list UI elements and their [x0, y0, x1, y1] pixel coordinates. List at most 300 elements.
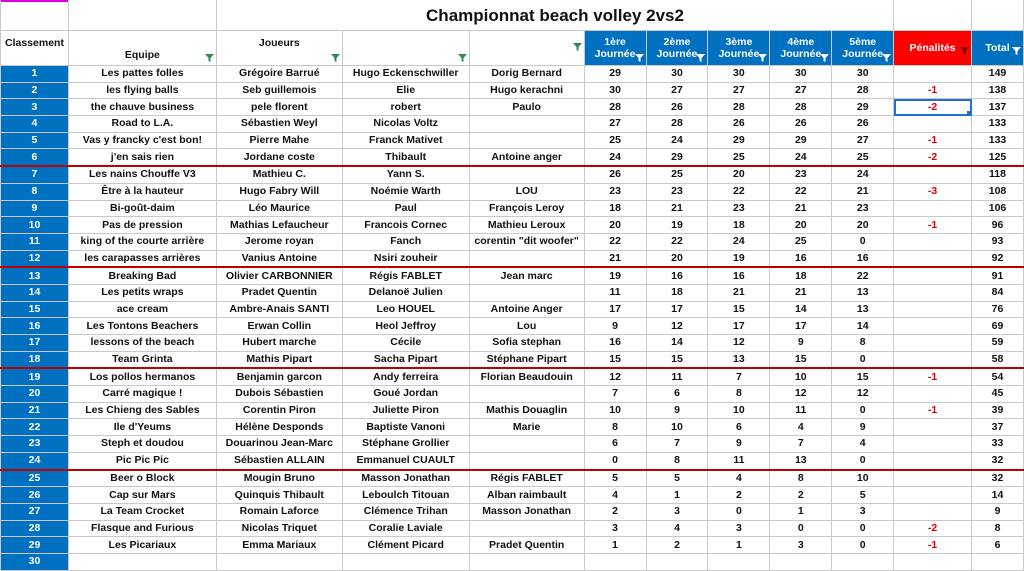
player-3-cell[interactable]: LOU [469, 183, 584, 200]
rank-cell[interactable]: 3 [1, 99, 69, 116]
journee-3-cell[interactable]: 4 [708, 470, 770, 487]
header-joueur-3[interactable] [469, 31, 584, 66]
filter-dropdown-icon[interactable] [458, 54, 467, 62]
journee-3-cell[interactable]: 22 [708, 183, 770, 200]
total-cell[interactable]: 33 [972, 436, 1024, 453]
journee-1-cell[interactable]: 15 [584, 351, 646, 368]
filter-dropdown-icon[interactable] [758, 54, 767, 62]
total-cell[interactable]: 108 [972, 183, 1024, 200]
player-1-cell[interactable]: Vanius Antoine [216, 250, 342, 267]
journee-5-cell[interactable]: 0 [832, 537, 894, 554]
team-cell[interactable]: king of the courte arrière [68, 233, 216, 250]
journee-1-cell[interactable]: 18 [584, 200, 646, 217]
player-1-cell[interactable]: Hubert marche [216, 335, 342, 352]
player-1-cell[interactable]: Nicolas Triquet [216, 520, 342, 537]
journee-3-cell[interactable]: 1 [708, 537, 770, 554]
journee-3-cell[interactable]: 26 [708, 116, 770, 133]
team-cell[interactable]: Les Tontons Beachers [68, 318, 216, 335]
journee-3-cell[interactable]: 8 [708, 386, 770, 403]
team-cell[interactable]: Road to L.A. [68, 116, 216, 133]
journee-2-cell[interactable]: 22 [646, 233, 708, 250]
player-1-cell[interactable]: Dubois Sébastien [216, 386, 342, 403]
journee-1-cell[interactable]: 8 [584, 419, 646, 436]
player-1-cell[interactable]: Grégoire Barrué [216, 66, 342, 83]
journee-2-cell[interactable]: 23 [646, 183, 708, 200]
total-cell[interactable]: 106 [972, 200, 1024, 217]
player-1-cell[interactable]: Sébastien ALLAIN [216, 452, 342, 469]
player-2-cell[interactable]: Cécile [342, 335, 469, 352]
fill-handle[interactable] [967, 111, 972, 116]
journee-2-cell[interactable]: 21 [646, 200, 708, 217]
penalty-cell[interactable]: -3 [894, 183, 972, 200]
penalty-cell[interactable]: -1 [894, 368, 972, 385]
journee-3-cell[interactable]: 21 [708, 284, 770, 301]
journee-1-cell[interactable]: 30 [584, 82, 646, 99]
journee-2-cell[interactable]: 20 [646, 250, 708, 267]
total-cell[interactable]: 137 [972, 99, 1024, 116]
team-cell[interactable]: les carapasses arrières [68, 250, 216, 267]
journee-4-cell[interactable]: 23 [770, 166, 832, 183]
penalty-cell[interactable] [894, 470, 972, 487]
penalty-cell[interactable] [894, 503, 972, 520]
journee-1-cell[interactable]: 25 [584, 132, 646, 149]
player-2-cell[interactable]: Nsiri zouheir [342, 250, 469, 267]
journee-3-cell[interactable]: 28 [708, 99, 770, 116]
team-cell[interactable]: Être à la hauteur [68, 183, 216, 200]
player-1-cell[interactable]: Mathis Pipart [216, 351, 342, 368]
journee-5-cell[interactable]: 20 [832, 217, 894, 234]
journee-1-cell[interactable]: 9 [584, 318, 646, 335]
journee-1-cell[interactable]: 6 [584, 436, 646, 453]
player-1-cell[interactable]: Erwan Collin [216, 318, 342, 335]
journee-2-cell[interactable]: 16 [646, 267, 708, 284]
rank-cell[interactable]: 28 [1, 520, 69, 537]
total-cell[interactable]: 69 [972, 318, 1024, 335]
journee-5-cell[interactable]: 0 [832, 452, 894, 469]
rank-cell[interactable]: 8 [1, 183, 69, 200]
journee-4-cell[interactable]: 12 [770, 386, 832, 403]
journee-5-cell[interactable]: 24 [832, 166, 894, 183]
player-1-cell[interactable]: Jerome royan [216, 233, 342, 250]
journee-3-cell[interactable]: 24 [708, 233, 770, 250]
journee-1-cell[interactable]: 19 [584, 267, 646, 284]
player-3-cell[interactable] [469, 250, 584, 267]
rank-cell[interactable]: 24 [1, 452, 69, 469]
journee-4-cell[interactable]: 24 [770, 149, 832, 166]
journee-4-cell[interactable]: 1 [770, 503, 832, 520]
rank-cell[interactable]: 2 [1, 82, 69, 99]
rank-cell[interactable]: 14 [1, 284, 69, 301]
header-journee-4[interactable] [770, 31, 832, 66]
total-cell[interactable] [972, 553, 1024, 570]
team-cell[interactable]: Cap sur Mars [68, 487, 216, 504]
journee-5-cell[interactable]: 15 [832, 368, 894, 385]
penalty-cell[interactable] [894, 250, 972, 267]
journee-2-cell[interactable]: 15 [646, 351, 708, 368]
rank-cell[interactable]: 29 [1, 537, 69, 554]
header-journee-5[interactable] [832, 31, 894, 66]
penalty-cell[interactable] [894, 200, 972, 217]
team-cell[interactable]: Les pattes folles [68, 66, 216, 83]
team-cell[interactable]: ace cream [68, 301, 216, 318]
player-1-cell[interactable]: Douarinou Jean-Marc [216, 436, 342, 453]
team-cell[interactable]: Les petits wraps [68, 284, 216, 301]
journee-1-cell[interactable]: 7 [584, 386, 646, 403]
journee-1-cell[interactable]: 21 [584, 250, 646, 267]
header-total[interactable] [972, 31, 1024, 66]
player-3-cell[interactable] [469, 520, 584, 537]
journee-2-cell[interactable]: 7 [646, 436, 708, 453]
journee-1-cell[interactable]: 2 [584, 503, 646, 520]
journee-4-cell[interactable]: 2 [770, 487, 832, 504]
player-2-cell[interactable]: Régis FABLET [342, 267, 469, 284]
journee-2-cell[interactable]: 9 [646, 402, 708, 419]
total-cell[interactable]: 54 [972, 368, 1024, 385]
total-cell[interactable]: 32 [972, 452, 1024, 469]
journee-3-cell[interactable]: 0 [708, 503, 770, 520]
total-cell[interactable]: 118 [972, 166, 1024, 183]
header-equipe[interactable] [68, 31, 216, 66]
journee-5-cell[interactable]: 23 [832, 200, 894, 217]
player-3-cell[interactable]: Régis FABLET [469, 470, 584, 487]
journee-5-cell[interactable] [832, 553, 894, 570]
total-cell[interactable]: 92 [972, 250, 1024, 267]
journee-2-cell[interactable]: 27 [646, 82, 708, 99]
journee-2-cell[interactable]: 8 [646, 452, 708, 469]
player-2-cell[interactable]: Franck Mativet [342, 132, 469, 149]
player-1-cell[interactable] [216, 553, 342, 570]
journee-4-cell[interactable]: 30 [770, 66, 832, 83]
team-cell[interactable]: Los pollos hermanos [68, 368, 216, 385]
journee-2-cell[interactable] [646, 553, 708, 570]
player-2-cell[interactable]: Heol Jeffroy [342, 318, 469, 335]
player-2-cell[interactable]: Thibault [342, 149, 469, 166]
total-cell[interactable]: 9 [972, 503, 1024, 520]
rank-cell[interactable]: 26 [1, 487, 69, 504]
team-cell[interactable]: Flasque and Furious [68, 520, 216, 537]
player-2-cell[interactable]: Leboulch Titouan [342, 487, 469, 504]
total-cell[interactable]: 125 [972, 149, 1024, 166]
journee-5-cell[interactable]: 0 [832, 351, 894, 368]
journee-2-cell[interactable]: 26 [646, 99, 708, 116]
journee-2-cell[interactable]: 1 [646, 487, 708, 504]
journee-4-cell[interactable]: 4 [770, 419, 832, 436]
penalty-cell[interactable] [894, 267, 972, 284]
filter-dropdown-icon[interactable] [820, 54, 829, 62]
team-cell[interactable]: Beer o Block [68, 470, 216, 487]
selected-cell[interactable]: -2 [894, 99, 972, 116]
journee-3-cell[interactable]: 25 [708, 149, 770, 166]
player-2-cell[interactable]: Noémie Warth [342, 183, 469, 200]
journee-3-cell[interactable]: 12 [708, 335, 770, 352]
rank-cell[interactable]: 6 [1, 149, 69, 166]
journee-1-cell[interactable] [584, 553, 646, 570]
rank-cell[interactable]: 12 [1, 250, 69, 267]
penalty-cell[interactable] [894, 386, 972, 403]
journee-2-cell[interactable]: 3 [646, 503, 708, 520]
player-3-cell[interactable]: corentin "dit woofer" [469, 233, 584, 250]
player-3-cell[interactable]: Hugo kerachni [469, 82, 584, 99]
total-cell[interactable]: 32 [972, 470, 1024, 487]
rank-cell[interactable]: 9 [1, 200, 69, 217]
player-3-cell[interactable]: Marie [469, 419, 584, 436]
total-cell[interactable]: 8 [972, 520, 1024, 537]
player-1-cell[interactable]: Mougin Bruno [216, 470, 342, 487]
journee-1-cell[interactable]: 10 [584, 402, 646, 419]
player-3-cell[interactable]: Mathieu Leroux [469, 217, 584, 234]
player-3-cell[interactable] [469, 116, 584, 133]
player-3-cell[interactable]: Pradet Quentin [469, 537, 584, 554]
journee-1-cell[interactable]: 23 [584, 183, 646, 200]
journee-1-cell[interactable]: 22 [584, 233, 646, 250]
total-cell[interactable]: 6 [972, 537, 1024, 554]
player-3-cell[interactable]: François Leroy [469, 200, 584, 217]
rank-cell[interactable]: 5 [1, 132, 69, 149]
journee-4-cell[interactable]: 21 [770, 284, 832, 301]
journee-3-cell[interactable]: 2 [708, 487, 770, 504]
player-3-cell[interactable] [469, 132, 584, 149]
player-3-cell[interactable]: Dorig Bernard [469, 66, 584, 83]
player-3-cell[interactable] [469, 284, 584, 301]
total-cell[interactable]: 39 [972, 402, 1024, 419]
sheet-title[interactable]: Championnat beach volley 2vs2 [216, 0, 893, 31]
team-cell[interactable]: Pic Pic Pic [68, 452, 216, 469]
team-cell[interactable]: Team Grinta [68, 351, 216, 368]
player-3-cell[interactable]: Masson Jonathan [469, 503, 584, 520]
player-1-cell[interactable]: Ambre-Anais SANTI [216, 301, 342, 318]
penalty-cell[interactable] [894, 419, 972, 436]
rank-cell[interactable]: 4 [1, 116, 69, 133]
total-cell[interactable]: 45 [972, 386, 1024, 403]
header-classement[interactable] [1, 31, 69, 66]
player-3-cell[interactable]: Paulo [469, 99, 584, 116]
penalty-cell[interactable] [894, 284, 972, 301]
player-2-cell[interactable]: Andy ferreira [342, 368, 469, 385]
player-3-cell[interactable]: Stéphane Pipart [469, 351, 584, 368]
player-3-cell[interactable]: Antoine Anger [469, 301, 584, 318]
journee-5-cell[interactable]: 4 [832, 436, 894, 453]
total-cell[interactable]: 37 [972, 419, 1024, 436]
team-cell[interactable]: j'en sais rien [68, 149, 216, 166]
player-3-cell[interactable]: Florian Beaudouin [469, 368, 584, 385]
player-3-cell[interactable]: Sofia stephan [469, 335, 584, 352]
journee-1-cell[interactable]: 29 [584, 66, 646, 83]
header-journee-2[interactable] [646, 31, 708, 66]
player-1-cell[interactable]: Jordane coste [216, 149, 342, 166]
player-1-cell[interactable]: Léo Maurice [216, 200, 342, 217]
penalty-cell[interactable] [894, 436, 972, 453]
rank-cell[interactable]: 16 [1, 318, 69, 335]
penalty-cell[interactable]: -2 [894, 520, 972, 537]
journee-2-cell[interactable]: 10 [646, 419, 708, 436]
journee-4-cell[interactable]: 14 [770, 301, 832, 318]
journee-4-cell[interactable]: 21 [770, 200, 832, 217]
journee-4-cell[interactable]: 7 [770, 436, 832, 453]
player-3-cell[interactable]: Alban raimbault [469, 487, 584, 504]
penalty-cell[interactable] [894, 301, 972, 318]
journee-2-cell[interactable]: 14 [646, 335, 708, 352]
journee-3-cell[interactable]: 29 [708, 132, 770, 149]
journee-2-cell[interactable]: 2 [646, 537, 708, 554]
journee-2-cell[interactable]: 6 [646, 386, 708, 403]
journee-5-cell[interactable]: 16 [832, 250, 894, 267]
team-cell[interactable]: Breaking Bad [68, 267, 216, 284]
journee-5-cell[interactable]: 3 [832, 503, 894, 520]
team-cell[interactable] [68, 553, 216, 570]
journee-3-cell[interactable]: 19 [708, 250, 770, 267]
player-2-cell[interactable]: Coralie Laviale [342, 520, 469, 537]
journee-5-cell[interactable]: 0 [832, 402, 894, 419]
team-cell[interactable]: Les Picariaux [68, 537, 216, 554]
rank-cell[interactable]: 27 [1, 503, 69, 520]
player-2-cell[interactable]: robert [342, 99, 469, 116]
rank-cell[interactable]: 19 [1, 368, 69, 385]
journee-5-cell[interactable]: 26 [832, 116, 894, 133]
player-2-cell[interactable]: Hugo Eckenschwiller [342, 66, 469, 83]
filter-dropdown-icon[interactable] [882, 54, 891, 62]
journee-3-cell[interactable] [708, 553, 770, 570]
journee-4-cell[interactable]: 20 [770, 217, 832, 234]
journee-4-cell[interactable]: 13 [770, 452, 832, 469]
journee-2-cell[interactable]: 17 [646, 301, 708, 318]
player-2-cell[interactable]: Masson Jonathan [342, 470, 469, 487]
rank-cell[interactable]: 1 [1, 66, 69, 83]
player-1-cell[interactable]: Pradet Quentin [216, 284, 342, 301]
rank-cell[interactable]: 18 [1, 351, 69, 368]
player-1-cell[interactable]: Pierre Mahe [216, 132, 342, 149]
journee-3-cell[interactable]: 27 [708, 82, 770, 99]
player-2-cell[interactable]: Paul [342, 200, 469, 217]
journee-2-cell[interactable]: 30 [646, 66, 708, 83]
journee-1-cell[interactable]: 26 [584, 166, 646, 183]
player-3-cell[interactable] [469, 166, 584, 183]
journee-2-cell[interactable]: 28 [646, 116, 708, 133]
player-2-cell[interactable]: Nicolas Voltz [342, 116, 469, 133]
player-2-cell[interactable]: Baptiste Vanoni [342, 419, 469, 436]
penalty-cell[interactable] [894, 318, 972, 335]
team-cell[interactable]: the chauve business [68, 99, 216, 116]
header-joueur-2[interactable] [342, 31, 469, 66]
journee-5-cell[interactable]: 0 [832, 520, 894, 537]
total-cell[interactable]: 133 [972, 116, 1024, 133]
journee-3-cell[interactable]: 6 [708, 419, 770, 436]
journee-3-cell[interactable]: 17 [708, 318, 770, 335]
journee-1-cell[interactable]: 0 [584, 452, 646, 469]
journee-1-cell[interactable]: 24 [584, 149, 646, 166]
player-2-cell[interactable]: Sacha Pipart [342, 351, 469, 368]
filter-dropdown-icon[interactable] [1012, 47, 1021, 55]
journee-5-cell[interactable]: 30 [832, 66, 894, 83]
total-cell[interactable]: 58 [972, 351, 1024, 368]
journee-4-cell[interactable]: 10 [770, 368, 832, 385]
player-2-cell[interactable]: Francois Cornec [342, 217, 469, 234]
penalty-cell[interactable] [894, 553, 972, 570]
player-3-cell[interactable] [469, 386, 584, 403]
player-1-cell[interactable]: Seb guillemois [216, 82, 342, 99]
player-2-cell[interactable]: Delanoë Julien [342, 284, 469, 301]
team-cell[interactable]: Ile d'Yeums [68, 419, 216, 436]
player-3-cell[interactable]: Antoine anger [469, 149, 584, 166]
journee-4-cell[interactable]: 16 [770, 250, 832, 267]
journee-5-cell[interactable]: 13 [832, 301, 894, 318]
journee-1-cell[interactable]: 5 [584, 470, 646, 487]
journee-2-cell[interactable]: 12 [646, 318, 708, 335]
player-2-cell[interactable] [342, 553, 469, 570]
rank-cell[interactable]: 21 [1, 402, 69, 419]
header-journee-1[interactable] [584, 31, 646, 66]
player-1-cell[interactable]: Emma Mariaux [216, 537, 342, 554]
penalty-cell[interactable] [894, 452, 972, 469]
journee-1-cell[interactable]: 3 [584, 520, 646, 537]
journee-1-cell[interactable]: 12 [584, 368, 646, 385]
player-2-cell[interactable]: Clémence Trihan [342, 503, 469, 520]
penalty-cell[interactable] [894, 335, 972, 352]
header-penalites[interactable] [894, 31, 972, 66]
journee-4-cell[interactable]: 3 [770, 537, 832, 554]
journee-4-cell[interactable]: 8 [770, 470, 832, 487]
journee-3-cell[interactable]: 18 [708, 217, 770, 234]
cell-title-blank[interactable] [894, 0, 972, 31]
penalty-cell[interactable]: -1 [894, 217, 972, 234]
journee-3-cell[interactable]: 20 [708, 166, 770, 183]
total-cell[interactable]: 133 [972, 132, 1024, 149]
cell-title-blank[interactable] [68, 0, 216, 31]
player-1-cell[interactable]: Olivier CARBONNIER [216, 267, 342, 284]
journee-5-cell[interactable]: 22 [832, 267, 894, 284]
player-1-cell[interactable]: Mathieu C. [216, 166, 342, 183]
player-3-cell[interactable]: Jean marc [469, 267, 584, 284]
cell-title-blank[interactable] [1, 0, 69, 31]
journee-4-cell[interactable]: 28 [770, 99, 832, 116]
journee-5-cell[interactable]: 14 [832, 318, 894, 335]
rank-cell[interactable]: 22 [1, 419, 69, 436]
player-1-cell[interactable]: Hugo Fabry Will [216, 183, 342, 200]
player-1-cell[interactable]: Quinquis Thibault [216, 487, 342, 504]
journee-4-cell[interactable]: 0 [770, 520, 832, 537]
journee-4-cell[interactable]: 22 [770, 183, 832, 200]
journee-1-cell[interactable]: 1 [584, 537, 646, 554]
player-3-cell[interactable]: Mathis Douaglin [469, 402, 584, 419]
journee-2-cell[interactable]: 24 [646, 132, 708, 149]
total-cell[interactable]: 93 [972, 233, 1024, 250]
journee-4-cell[interactable]: 15 [770, 351, 832, 368]
total-cell[interactable]: 91 [972, 267, 1024, 284]
journee-2-cell[interactable]: 18 [646, 284, 708, 301]
total-cell[interactable]: 138 [972, 82, 1024, 99]
journee-5-cell[interactable]: 0 [832, 233, 894, 250]
penalty-cell[interactable] [894, 116, 972, 133]
player-3-cell[interactable] [469, 452, 584, 469]
journee-5-cell[interactable]: 9 [832, 419, 894, 436]
player-2-cell[interactable]: Fanch [342, 233, 469, 250]
journee-3-cell[interactable]: 10 [708, 402, 770, 419]
total-cell[interactable]: 14 [972, 487, 1024, 504]
team-cell[interactable]: Pas de pression [68, 217, 216, 234]
team-cell[interactable]: Les Chieng des Sables [68, 402, 216, 419]
player-1-cell[interactable]: Hélène Desponds [216, 419, 342, 436]
penalty-cell[interactable]: -1 [894, 132, 972, 149]
journee-5-cell[interactable]: 12 [832, 386, 894, 403]
filter-dropdown-icon[interactable] [635, 54, 644, 62]
player-3-cell[interactable]: Lou [469, 318, 584, 335]
journee-4-cell[interactable]: 29 [770, 132, 832, 149]
rank-cell[interactable]: 11 [1, 233, 69, 250]
team-cell[interactable]: Vas y francky c'est bon! [68, 132, 216, 149]
journee-2-cell[interactable]: 29 [646, 149, 708, 166]
journee-5-cell[interactable]: 28 [832, 82, 894, 99]
filter-dropdown-icon[interactable] [205, 54, 214, 62]
journee-1-cell[interactable]: 27 [584, 116, 646, 133]
